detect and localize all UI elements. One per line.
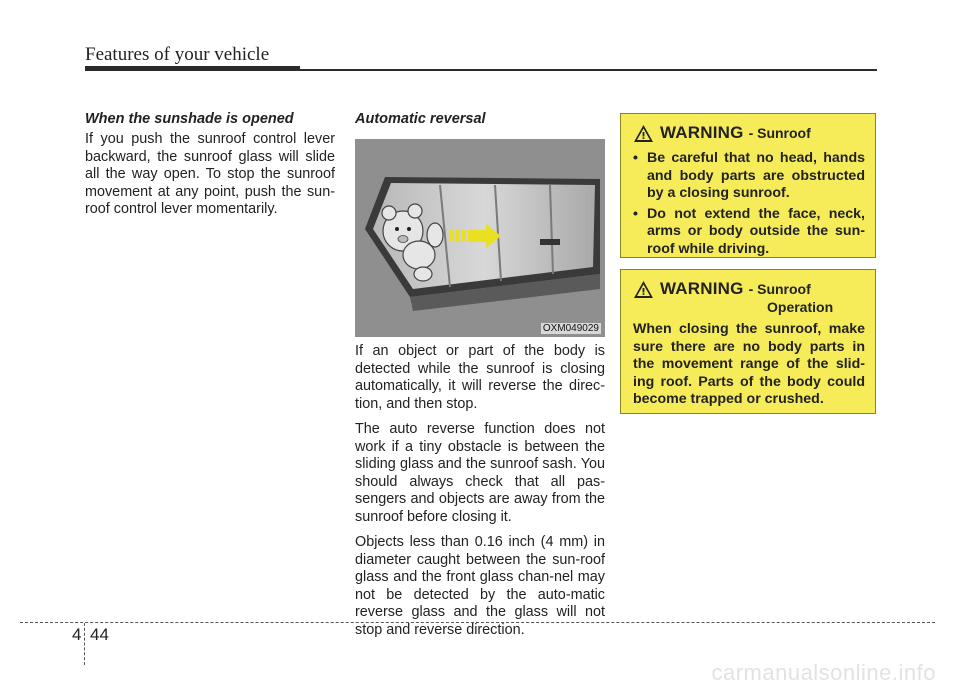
sunshade-heading: When the sunshade is opened xyxy=(85,111,294,127)
warning-box-sunroof-operation xyxy=(620,269,876,414)
warning-topic-line2: Operation xyxy=(767,299,834,315)
header-rule-thin xyxy=(300,69,877,71)
warning-triangle-icon xyxy=(633,124,654,143)
header-rule-thick xyxy=(85,66,300,71)
automatic-reversal-heading: Automatic reversal xyxy=(355,111,486,127)
warning-triangle-icon xyxy=(633,280,654,299)
warning-word: WARNING xyxy=(660,123,744,142)
sunshade-text: If you push the sunroof control lever backward, the sunroof glass will slide all the way open. To stop the sunroof movement at any point, push the sun-roof control lever momentarily. xyxy=(85,131,335,217)
footer-dashed-divider xyxy=(84,623,85,665)
reversal-paragraph-1: If an object or part of the body is detected while the sunroof is closing automatically, it will reverse the direc-tion, and then stop. xyxy=(355,343,605,412)
warning-topic: - Sunroof xyxy=(748,125,811,141)
figure-code-label: OXM049029 xyxy=(542,323,599,334)
watermark: carmanualsonline.info xyxy=(711,660,936,685)
page-header-title: Features of your vehicle xyxy=(85,44,270,65)
warning-text: When closing the sunroof, make sure there are no body parts in the movement range of the slid-ing roof. Parts of the body could become trapped or crushed. xyxy=(633,321,865,407)
page-number: 44 xyxy=(90,625,109,644)
sunshade-paragraph xyxy=(85,131,335,227)
chapter-number: 4 xyxy=(72,625,82,644)
warning-list xyxy=(621,150,875,258)
reversal-paragraph-2: The auto reverse function does not work if a tiny obstacle is between the sliding glass and the sunroof sash. You should always check that all pas-sengers and objects are away from the sunroof before closing it. xyxy=(355,421,605,525)
warning-word: WARNING xyxy=(660,279,744,298)
warning-topic: - Sunroof xyxy=(748,281,811,297)
warning-item: • Be careful that no head, hands and body parts are obstructed by a closing sunroof. xyxy=(633,150,865,203)
automatic-reversal-body xyxy=(355,343,605,647)
warning-item: • Do not extend the face, neck, arms or body outside the sun-roof while driving. xyxy=(633,206,865,259)
sunroof-illustration xyxy=(355,139,605,337)
footer-dashed-rule xyxy=(20,622,935,623)
reversal-paragraph-3: Objects less than 0.16 inch (4 mm) in diameter caught between the sun-roof glass and the front glass chan-nel may not be detected by the auto-matic reverse glass and the glass will not stop and reverse direction. xyxy=(355,534,605,638)
warning-box-sunroof xyxy=(620,113,876,258)
